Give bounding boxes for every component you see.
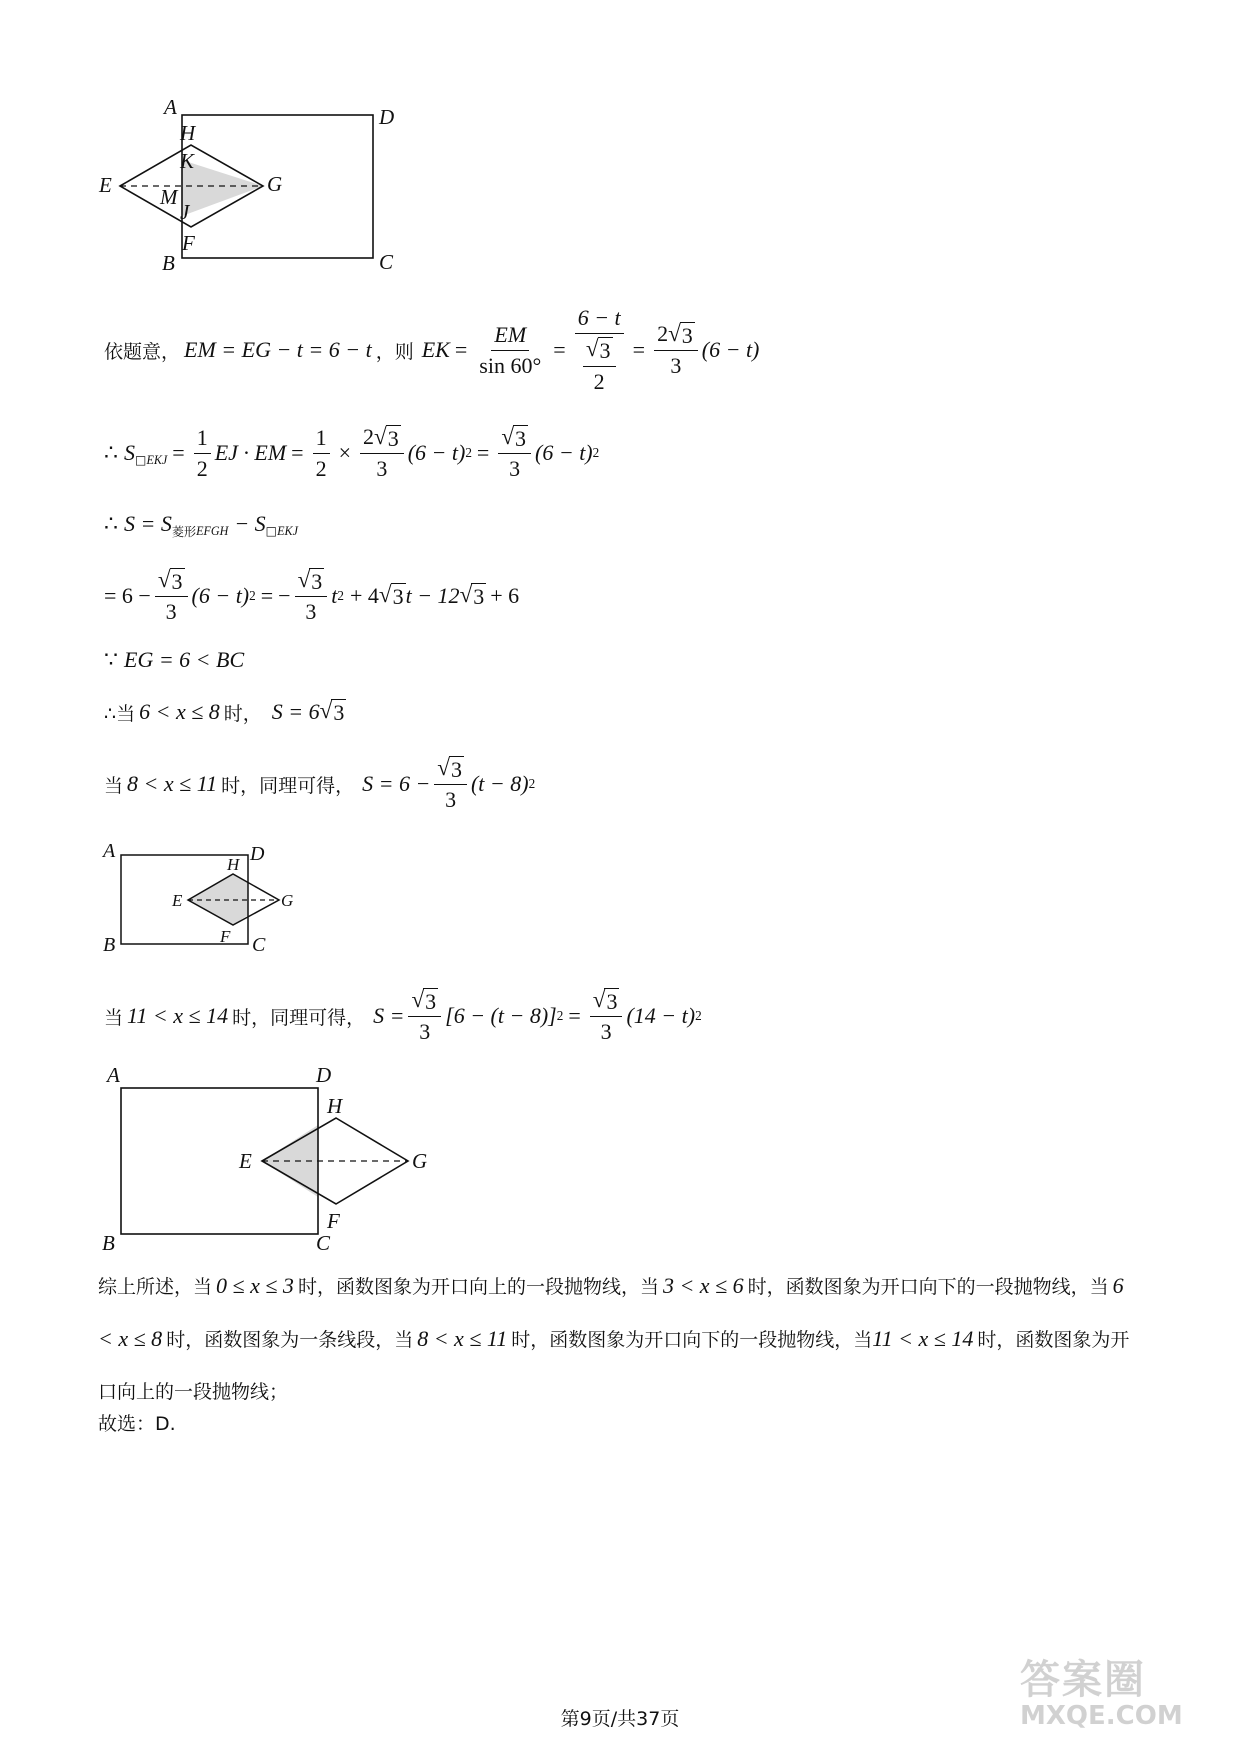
label-h: H [227,855,240,874]
label-h: H [327,1094,343,1118]
equation-line-4: = 6 − √ 3 3 (6 − t) 2 = − √ 3 3 t 2 + 4 √ 3 t − 12 √ 3 + 6 [104,565,520,625]
term-6-minus-t: (6 − t) [701,337,760,362]
label-c: C [379,250,394,274]
label-m: M [160,185,178,209]
figure-2 [92,836,312,966]
equation-line-6: ∴当 6 < x ≤ 8 时， S = 6 √ 3 [104,696,345,725]
label-j: J [180,200,190,224]
equation-line-2: ∴ S □ EKJ = $\frac{1}{2}$ EJ · EM = $\frac{1}{2}$ × 2 √ 3 3 (6 − t) 2 = √ 3 3 (6 − t) 2 [104,422,600,482]
term-ek: EK [421,337,450,362]
equation-line-7: 当 8 < x ≤ 11 时，同理可得， S = 6 − √ 3 3 (t − 8) 2 [104,753,536,813]
equation-em: EM = EG − t = 6 − t [184,337,372,362]
fraction-2root3-over-3: 2 √ 3 3 [654,321,698,379]
equation-line-1: 依题意， EM = EG − t = 6 − t ，则 EK = $\frac{EM}{\sin 60^\circ}$ = 6 − t √ 3 2 = 2 √ 3 3 (6 − t) [104,305,760,394]
label-d: D [316,1063,332,1087]
label-h: H [180,121,196,145]
label-d: D [379,105,395,129]
label-b: B [103,934,116,956]
label-e: E [99,173,112,197]
page-number: 第9页/共37页 [560,1708,680,1730]
figure-1 [90,92,430,282]
equation-line-8: 当 11 < x ≤ 14 时，同理可得， S = √ 3 3 [6 − (t − 8)] 2 = √ 3 3 (14 − t) 2 [104,985,702,1045]
label-k: K [180,149,195,173]
label-a: A [103,840,116,862]
label-a: A [107,1063,120,1087]
label-f: F [327,1209,340,1233]
fraction-6-t-over-root3-2: 6 − t √ 3 2 [575,305,624,394]
answer-line: 故选：D. [98,1413,176,1435]
equation-line-5: ∵ EG = 6 < BC [104,647,245,672]
text-prefix: 依题意， [104,340,181,363]
summary-paragraph: 综上所述，当 0 ≤ x ≤ 3 时，函数图象为开口向上的一段抛物线，当 3 < x ≤ 6 时，函数图象为开口向下的一段抛物线，当 6 < x ≤ 8 时，函数图象为一条线段，当 8 < x ≤ 11 时，函数图象为开口向下的一段抛物线，当11 < x ≤ 14 时，函数图象为开口向上的一段抛物线； [98,1273,1130,1403]
fraction-em-over-sin: $\frac{EM}{\sin 60^\circ}$ [479,321,542,378]
label-e: E [239,1149,252,1173]
label-f: F [220,927,231,946]
label-b: B [162,251,175,275]
label-e: E [172,891,183,910]
equation-line-3: ∴ S = S 菱形 EFGH − S □ EKJ [104,511,298,539]
label-g: G [267,172,283,196]
label-g: G [412,1149,428,1173]
label-c: C [316,1231,331,1255]
label-f: F [182,231,195,255]
label-c: C [252,934,266,956]
figure-3 [96,1058,446,1258]
text-then: ，则 [375,340,414,363]
shaded-triangle-kgj [182,160,263,216]
label-g: G [281,891,294,910]
label-a: A [164,95,177,119]
label-b: B [102,1231,115,1255]
label-d: D [250,843,265,865]
watermark-logo: 答案圈 MXQE.COM [1020,1657,1183,1731]
